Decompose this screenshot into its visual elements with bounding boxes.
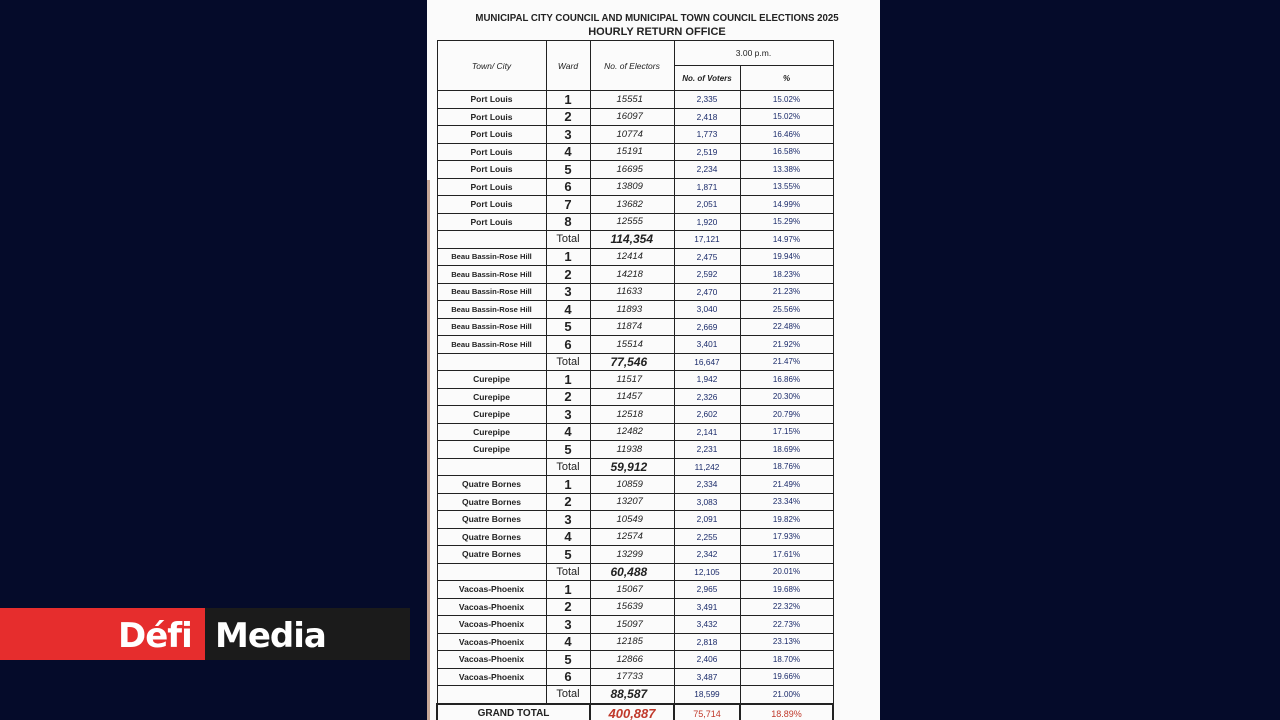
voters-cell: 1,942 bbox=[674, 371, 740, 389]
pct-cell: 18.70% bbox=[740, 651, 833, 669]
pct-cell: 17.93% bbox=[740, 528, 833, 546]
electors-cell: 13299 bbox=[590, 546, 674, 564]
table-row bbox=[437, 108, 833, 126]
total-voters: 16,647 bbox=[674, 353, 740, 371]
town-cell: Curepipe bbox=[437, 371, 546, 389]
table-row bbox=[437, 388, 833, 406]
total-electors: 114,354 bbox=[590, 231, 674, 249]
town-cell: Port Louis bbox=[437, 196, 546, 214]
town-cell: Port Louis bbox=[437, 126, 546, 144]
ward-cell: 2 bbox=[546, 388, 590, 406]
town-cell: Vacoas-Phoenix bbox=[437, 651, 546, 669]
pct-cell: 16.86% bbox=[740, 371, 833, 389]
ward-cell: 3 bbox=[546, 616, 590, 634]
header-voters: No. of Voters bbox=[674, 66, 740, 91]
voters-cell: 2,475 bbox=[674, 248, 740, 266]
town-cell: Port Louis bbox=[437, 143, 546, 161]
table-row bbox=[437, 441, 833, 459]
ward-cell: 6 bbox=[546, 178, 590, 196]
voters-cell: 2,091 bbox=[674, 511, 740, 529]
electors-cell: 11633 bbox=[590, 283, 674, 301]
voters-cell: 2,326 bbox=[674, 388, 740, 406]
pct-cell: 17.15% bbox=[740, 423, 833, 441]
town-cell: Port Louis bbox=[437, 108, 546, 126]
scanned-document bbox=[427, 0, 880, 720]
pct-cell: 22.48% bbox=[740, 318, 833, 336]
ward-cell: 2 bbox=[546, 598, 590, 616]
electors-cell: 12866 bbox=[590, 651, 674, 669]
table-row bbox=[437, 283, 833, 301]
pct-cell: 15.02% bbox=[740, 108, 833, 126]
table-row bbox=[437, 336, 833, 354]
electors-cell: 13207 bbox=[590, 493, 674, 511]
ward-cell: 7 bbox=[546, 196, 590, 214]
town-cell: Port Louis bbox=[437, 213, 546, 231]
ward-cell: 1 bbox=[546, 91, 590, 109]
header-pct: % bbox=[740, 66, 833, 91]
table-row bbox=[437, 371, 833, 389]
electors-cell: 15097 bbox=[590, 616, 674, 634]
ward-cell: 4 bbox=[546, 423, 590, 441]
total-empty-cell bbox=[437, 458, 546, 476]
table-row bbox=[437, 196, 833, 214]
electors-cell: 12555 bbox=[590, 213, 674, 231]
electors-cell: 11893 bbox=[590, 301, 674, 319]
town-cell: Beau Bassin-Rose Hill bbox=[437, 283, 546, 301]
pct-cell: 15.02% bbox=[740, 91, 833, 109]
total-pct: 21.00% bbox=[740, 686, 833, 704]
ward-cell: 3 bbox=[546, 126, 590, 144]
document-subtitle: HOURLY RETURN OFFICE bbox=[588, 26, 726, 38]
voters-cell: 2,592 bbox=[674, 266, 740, 284]
ward-cell: 5 bbox=[546, 651, 590, 669]
grand-total-electors: 400,887 bbox=[590, 704, 674, 720]
pct-cell: 22.32% bbox=[740, 598, 833, 616]
town-cell: Quatre Bornes bbox=[437, 546, 546, 564]
total-label: Total bbox=[546, 563, 590, 581]
table-row bbox=[437, 126, 833, 144]
header-town: Town/ City bbox=[437, 41, 546, 91]
pct-cell: 18.23% bbox=[740, 266, 833, 284]
pct-cell: 23.34% bbox=[740, 493, 833, 511]
total-empty-cell bbox=[437, 686, 546, 704]
ward-cell: 2 bbox=[546, 493, 590, 511]
voters-cell: 2,141 bbox=[674, 423, 740, 441]
total-row bbox=[437, 563, 833, 581]
total-pct: 20.01% bbox=[740, 563, 833, 581]
header-electors: No. of Electors bbox=[590, 41, 674, 91]
electors-cell: 13809 bbox=[590, 178, 674, 196]
electors-cell: 16097 bbox=[590, 108, 674, 126]
header-ward: Ward bbox=[546, 41, 590, 91]
total-empty-cell bbox=[437, 353, 546, 371]
logo-text-defi: Défi bbox=[118, 616, 192, 656]
electors-cell: 12185 bbox=[590, 633, 674, 651]
table-row bbox=[437, 511, 833, 529]
document-edge bbox=[427, 180, 430, 720]
table-row bbox=[437, 248, 833, 266]
town-cell: Port Louis bbox=[437, 161, 546, 179]
pct-cell: 22.73% bbox=[740, 616, 833, 634]
voters-cell: 2,418 bbox=[674, 108, 740, 126]
table-row bbox=[437, 616, 833, 634]
voters-cell: 2,231 bbox=[674, 441, 740, 459]
town-cell: Quatre Bornes bbox=[437, 493, 546, 511]
table-row bbox=[437, 476, 833, 494]
total-voters: 11,242 bbox=[674, 458, 740, 476]
table-row bbox=[437, 266, 833, 284]
town-cell: Beau Bassin-Rose Hill bbox=[437, 266, 546, 284]
ward-cell: 5 bbox=[546, 546, 590, 564]
voters-cell: 2,669 bbox=[674, 318, 740, 336]
table-row bbox=[437, 301, 833, 319]
electors-cell: 12482 bbox=[590, 423, 674, 441]
electors-cell: 11517 bbox=[590, 371, 674, 389]
total-pct: 21.47% bbox=[740, 353, 833, 371]
ward-cell: 2 bbox=[546, 266, 590, 284]
pct-cell: 20.30% bbox=[740, 388, 833, 406]
town-cell: Vacoas-Phoenix bbox=[437, 668, 546, 686]
voters-cell: 2,255 bbox=[674, 528, 740, 546]
electors-cell: 11874 bbox=[590, 318, 674, 336]
ward-cell: 1 bbox=[546, 371, 590, 389]
electors-cell: 12518 bbox=[590, 406, 674, 424]
pct-cell: 21.23% bbox=[740, 283, 833, 301]
town-cell: Curepipe bbox=[437, 388, 546, 406]
pct-cell: 19.68% bbox=[740, 581, 833, 599]
ward-cell: 3 bbox=[546, 511, 590, 529]
electors-cell: 11938 bbox=[590, 441, 674, 459]
voters-cell: 2,519 bbox=[674, 143, 740, 161]
town-cell: Quatre Bornes bbox=[437, 476, 546, 494]
table-row bbox=[437, 91, 833, 109]
ward-cell: 5 bbox=[546, 161, 590, 179]
voters-cell: 2,335 bbox=[674, 91, 740, 109]
grand-total-row bbox=[437, 704, 833, 720]
ward-cell: 6 bbox=[546, 336, 590, 354]
total-row bbox=[437, 231, 833, 249]
town-cell: Vacoas-Phoenix bbox=[437, 581, 546, 599]
total-empty-cell bbox=[437, 563, 546, 581]
table-row bbox=[437, 581, 833, 599]
voters-cell: 3,491 bbox=[674, 598, 740, 616]
table-row bbox=[437, 423, 833, 441]
ward-cell: 8 bbox=[546, 213, 590, 231]
electors-cell: 15639 bbox=[590, 598, 674, 616]
pct-cell: 19.94% bbox=[740, 248, 833, 266]
electors-cell: 14218 bbox=[590, 266, 674, 284]
ward-cell: 2 bbox=[546, 108, 590, 126]
town-cell: Vacoas-Phoenix bbox=[437, 633, 546, 651]
electors-cell: 10549 bbox=[590, 511, 674, 529]
total-voters: 17,121 bbox=[674, 231, 740, 249]
voters-cell: 2,818 bbox=[674, 633, 740, 651]
town-cell: Beau Bassin-Rose Hill bbox=[437, 301, 546, 319]
voters-cell: 3,401 bbox=[674, 336, 740, 354]
voters-cell: 3,432 bbox=[674, 616, 740, 634]
voters-cell: 2,406 bbox=[674, 651, 740, 669]
results-table bbox=[436, 40, 834, 720]
table-row bbox=[437, 668, 833, 686]
voters-cell: 3,083 bbox=[674, 493, 740, 511]
pct-cell: 20.79% bbox=[740, 406, 833, 424]
town-cell: Quatre Bornes bbox=[437, 511, 546, 529]
electors-cell: 17733 bbox=[590, 668, 674, 686]
electors-cell: 11457 bbox=[590, 388, 674, 406]
town-cell: Vacoas-Phoenix bbox=[437, 598, 546, 616]
ward-cell: 6 bbox=[546, 668, 590, 686]
total-row bbox=[437, 686, 833, 704]
table-row bbox=[437, 598, 833, 616]
voters-cell: 3,040 bbox=[674, 301, 740, 319]
voters-cell: 2,470 bbox=[674, 283, 740, 301]
total-electors: 60,488 bbox=[590, 563, 674, 581]
electors-cell: 10774 bbox=[590, 126, 674, 144]
defi-media-logo bbox=[0, 608, 410, 660]
total-voters: 12,105 bbox=[674, 563, 740, 581]
grand-total-voters: 75,714 bbox=[674, 704, 740, 720]
pct-cell: 18.69% bbox=[740, 441, 833, 459]
total-pct: 14.97% bbox=[740, 231, 833, 249]
pct-cell: 13.38% bbox=[740, 161, 833, 179]
document-title: MUNICIPAL CITY COUNCIL AND MUNICIPAL TOWN COUNCIL ELECTIONS 2025 bbox=[475, 12, 839, 24]
pct-cell: 15.29% bbox=[740, 213, 833, 231]
pct-cell: 16.46% bbox=[740, 126, 833, 144]
town-cell: Curepipe bbox=[437, 406, 546, 424]
electors-cell: 12574 bbox=[590, 528, 674, 546]
voters-cell: 1,871 bbox=[674, 178, 740, 196]
pct-cell: 21.92% bbox=[740, 336, 833, 354]
voters-cell: 2,342 bbox=[674, 546, 740, 564]
electors-cell: 13682 bbox=[590, 196, 674, 214]
table-row bbox=[437, 546, 833, 564]
pct-cell: 13.55% bbox=[740, 178, 833, 196]
voters-cell: 3,487 bbox=[674, 668, 740, 686]
pct-cell: 21.49% bbox=[740, 476, 833, 494]
total-row bbox=[437, 458, 833, 476]
pct-cell: 16.58% bbox=[740, 143, 833, 161]
total-pct: 18.76% bbox=[740, 458, 833, 476]
table-row bbox=[437, 318, 833, 336]
electors-cell: 10859 bbox=[590, 476, 674, 494]
total-label: Total bbox=[546, 353, 590, 371]
voters-cell: 1,920 bbox=[674, 213, 740, 231]
table-row bbox=[437, 528, 833, 546]
total-empty-cell bbox=[437, 231, 546, 249]
electors-cell: 15514 bbox=[590, 336, 674, 354]
town-cell: Vacoas-Phoenix bbox=[437, 616, 546, 634]
ward-cell: 3 bbox=[546, 283, 590, 301]
table-body bbox=[437, 91, 833, 720]
electors-cell: 12414 bbox=[590, 248, 674, 266]
voters-cell: 2,602 bbox=[674, 406, 740, 424]
ward-cell: 5 bbox=[546, 441, 590, 459]
table-row bbox=[437, 406, 833, 424]
town-cell: Curepipe bbox=[437, 441, 546, 459]
table-row bbox=[437, 178, 833, 196]
pct-cell: 23.13% bbox=[740, 633, 833, 651]
grand-total-label: GRAND TOTAL bbox=[437, 704, 590, 720]
grand-total-pct: 18.89% bbox=[740, 704, 833, 720]
town-cell: Beau Bassin-Rose Hill bbox=[437, 248, 546, 266]
logo-text-media: Media bbox=[215, 616, 326, 656]
ward-cell: 3 bbox=[546, 406, 590, 424]
total-label: Total bbox=[546, 231, 590, 249]
total-electors: 77,546 bbox=[590, 353, 674, 371]
ward-cell: 4 bbox=[546, 528, 590, 546]
total-voters: 18,599 bbox=[674, 686, 740, 704]
table-row bbox=[437, 143, 833, 161]
ward-cell: 4 bbox=[546, 143, 590, 161]
voters-cell: 2,234 bbox=[674, 161, 740, 179]
electors-cell: 15191 bbox=[590, 143, 674, 161]
total-electors: 88,587 bbox=[590, 686, 674, 704]
pct-cell: 14.99% bbox=[740, 196, 833, 214]
town-cell: Port Louis bbox=[437, 91, 546, 109]
town-cell: Port Louis bbox=[437, 178, 546, 196]
header-time: 3.00 p.m. bbox=[674, 41, 833, 66]
electors-cell: 15067 bbox=[590, 581, 674, 599]
ward-cell: 1 bbox=[546, 248, 590, 266]
voters-cell: 2,051 bbox=[674, 196, 740, 214]
electors-cell: 15551 bbox=[590, 91, 674, 109]
pct-cell: 25.56% bbox=[740, 301, 833, 319]
table-row bbox=[437, 633, 833, 651]
town-cell: Quatre Bornes bbox=[437, 528, 546, 546]
total-row bbox=[437, 353, 833, 371]
ward-cell: 4 bbox=[546, 301, 590, 319]
voters-cell: 2,334 bbox=[674, 476, 740, 494]
town-cell: Beau Bassin-Rose Hill bbox=[437, 318, 546, 336]
table-row bbox=[437, 161, 833, 179]
town-cell: Beau Bassin-Rose Hill bbox=[437, 336, 546, 354]
voters-cell: 2,965 bbox=[674, 581, 740, 599]
pct-cell: 19.82% bbox=[740, 511, 833, 529]
ward-cell: 5 bbox=[546, 318, 590, 336]
ward-cell: 1 bbox=[546, 581, 590, 599]
table-row bbox=[437, 493, 833, 511]
electors-cell: 16695 bbox=[590, 161, 674, 179]
table-row bbox=[437, 651, 833, 669]
voters-cell: 1,773 bbox=[674, 126, 740, 144]
total-electors: 59,912 bbox=[590, 458, 674, 476]
ward-cell: 4 bbox=[546, 633, 590, 651]
ward-cell: 1 bbox=[546, 476, 590, 494]
total-label: Total bbox=[546, 686, 590, 704]
pct-cell: 19.66% bbox=[740, 668, 833, 686]
town-cell: Curepipe bbox=[437, 423, 546, 441]
total-label: Total bbox=[546, 458, 590, 476]
table-row bbox=[437, 213, 833, 231]
pct-cell: 17.61% bbox=[740, 546, 833, 564]
